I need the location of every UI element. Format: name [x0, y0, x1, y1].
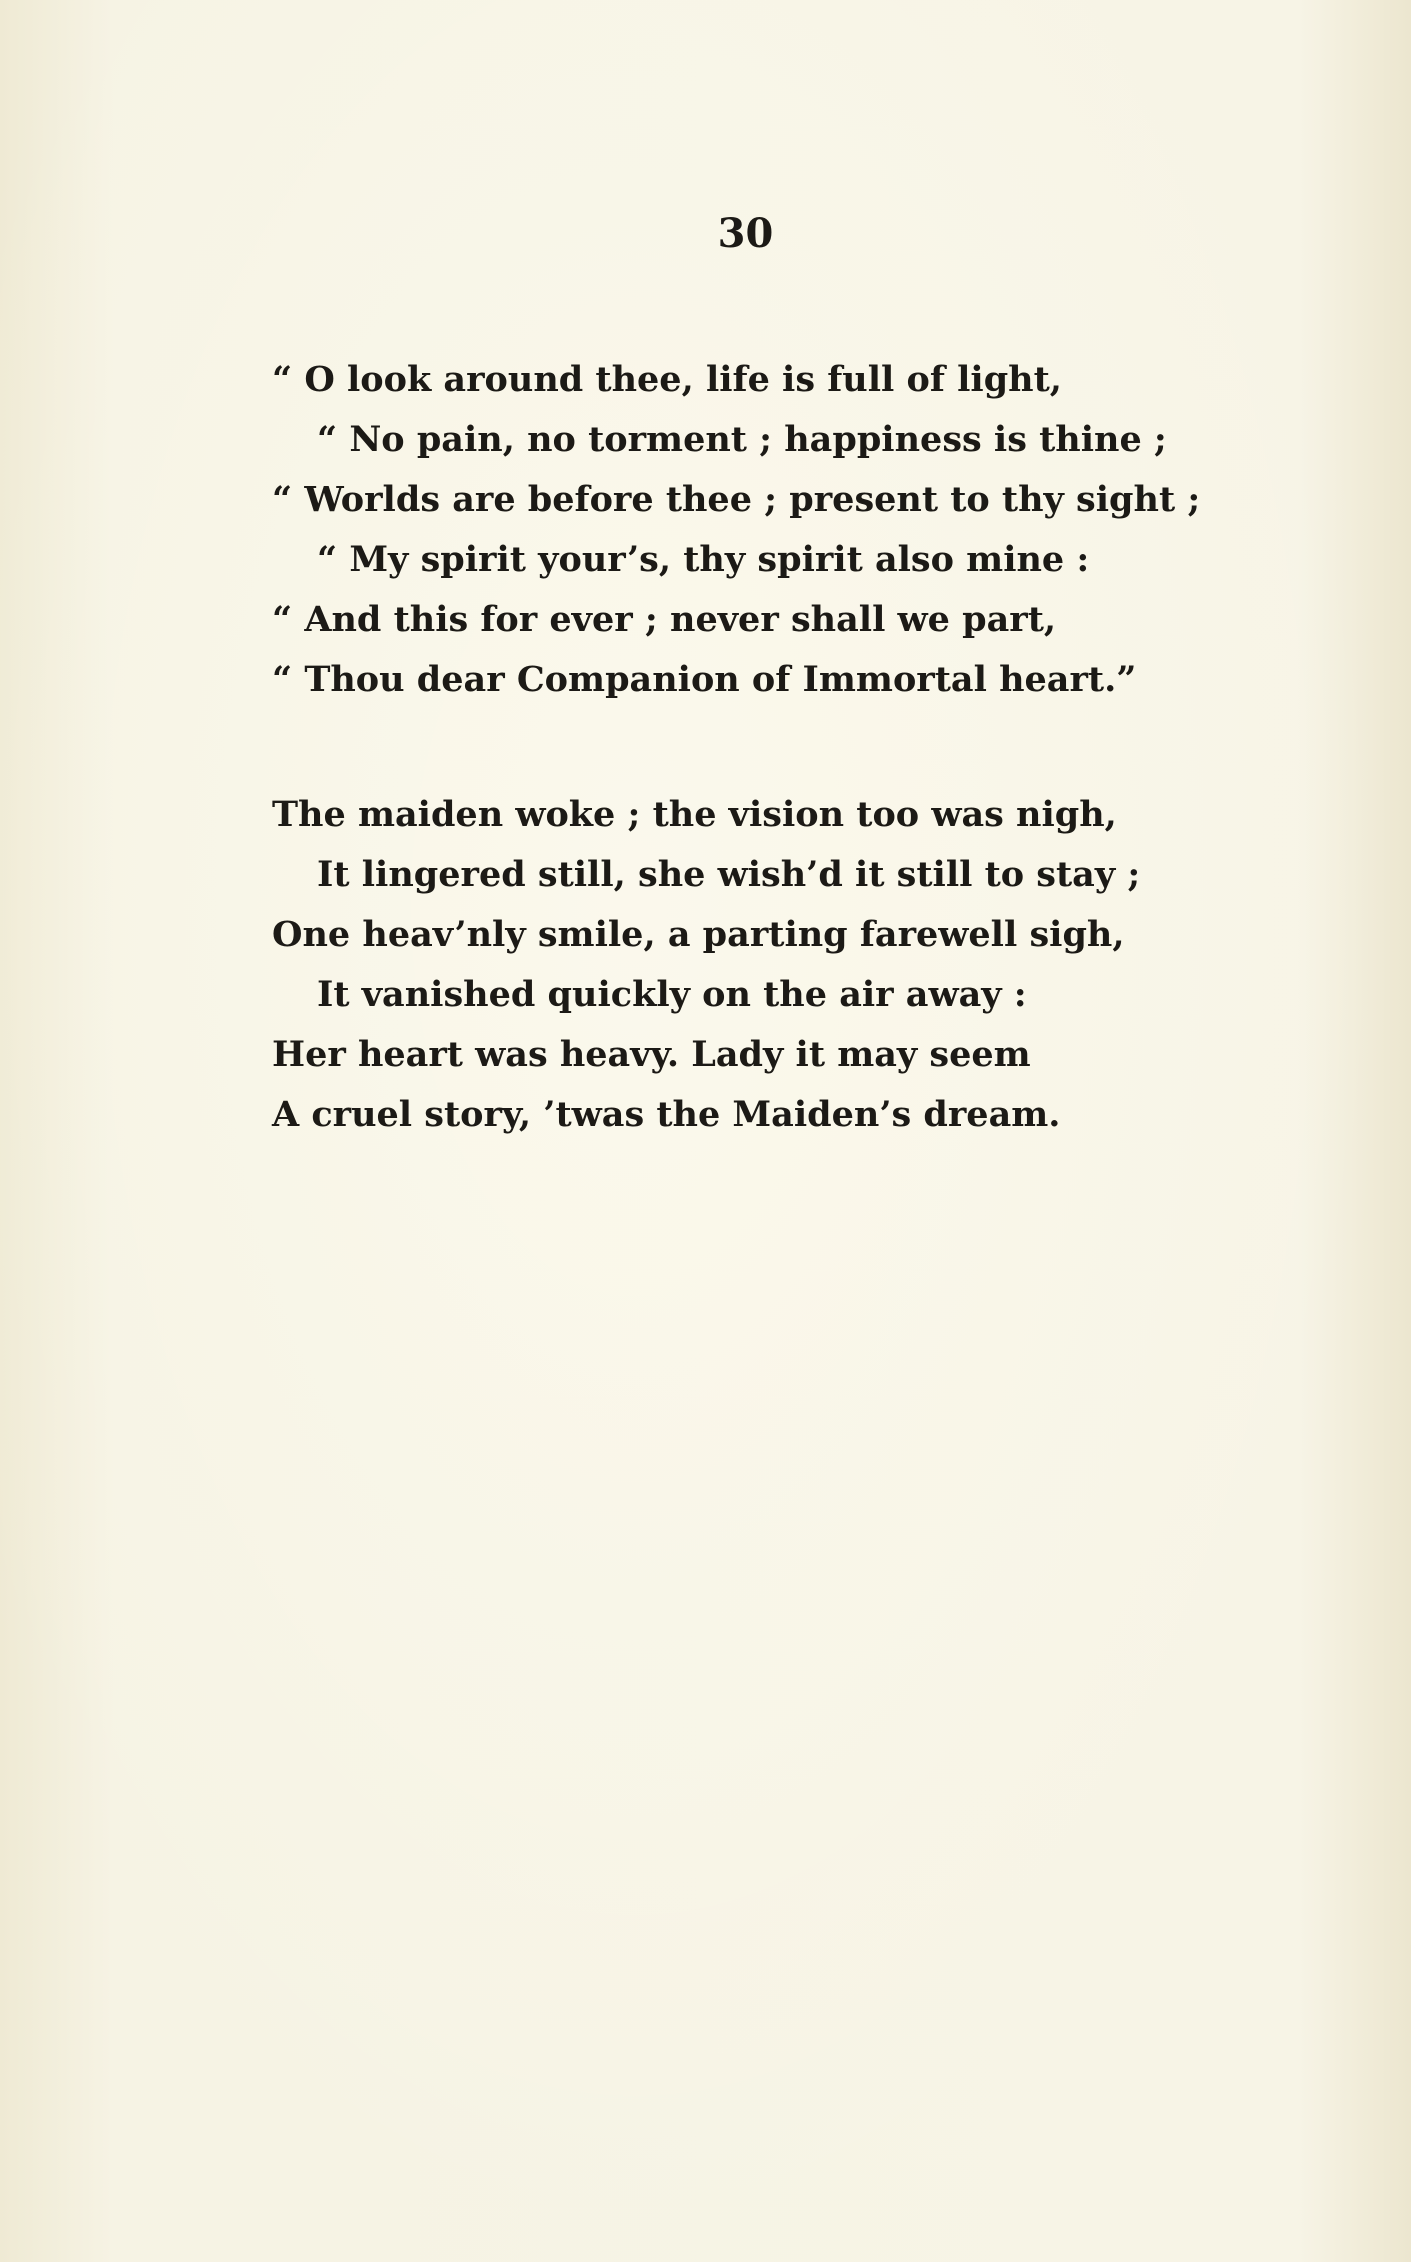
verse-line: “ No pain, no torment ; happiness is thine ; [317, 419, 1167, 460]
page-number: 30 [717, 210, 774, 257]
verse-line: Her heart was heavy. Lady it may seem [272, 1034, 1031, 1075]
verse-line: “ My spirit your’s, thy spirit also mine : [317, 539, 1090, 580]
stanza-1 [272, 350, 1272, 710]
verse-line: “ O look around thee, life is full of light, [272, 359, 1062, 400]
verse-line: It lingered still, she wish’d it still to stay ; [317, 854, 1141, 895]
verse-line: “ And this for ever ; never shall we part, [272, 599, 1057, 640]
verse-line: “ Thou dear Companion of Immortal heart.” [272, 659, 1137, 700]
verse-line: One heav’nly smile, a parting farewell sigh, [272, 914, 1125, 955]
stanza-2 [272, 785, 1272, 1145]
verse-line: “ Worlds are before thee ; present to thy sight ; [272, 479, 1201, 520]
verse-line: The maiden woke ; the vision too was nigh, [272, 794, 1117, 835]
verse-line: A cruel story, ’twas the Maiden’s dream. [272, 1094, 1061, 1135]
verse-line: It vanished quickly on the air away : [317, 974, 1027, 1015]
